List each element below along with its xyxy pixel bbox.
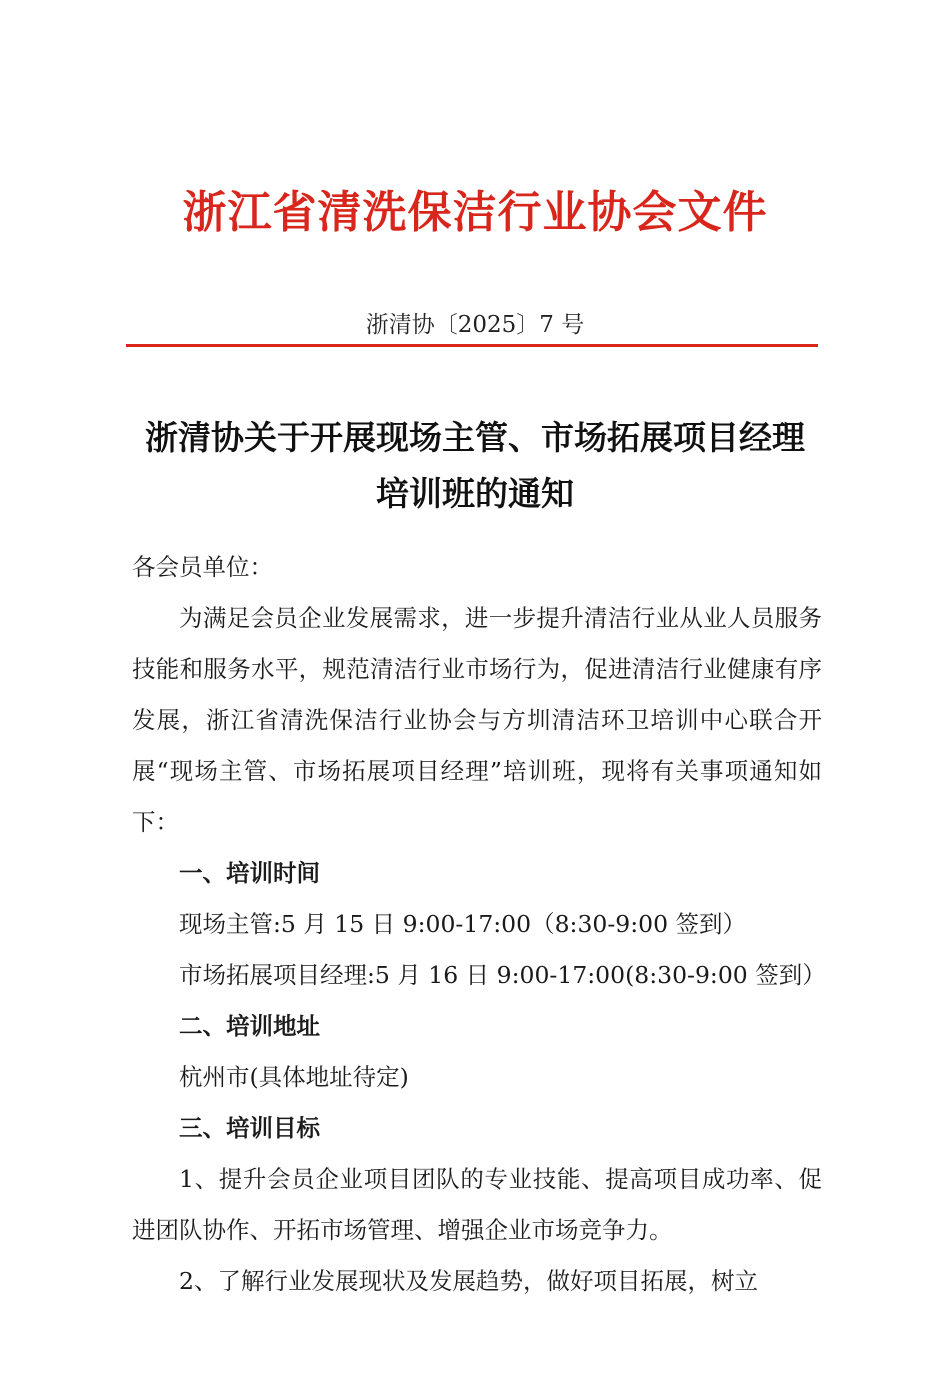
salutation: 各会员单位： xyxy=(132,553,273,581)
org-file-title: 浙江省清洗保洁行业协会文件 xyxy=(182,187,768,238)
section-1-heading: 一、培训时间 xyxy=(179,859,320,887)
notice-body xyxy=(132,542,826,1307)
section-1-line-1: 现场主管:5 月 15 日 9:00-17:00（8:30-9:00 签到） xyxy=(179,910,747,938)
section-2-heading: 二、培训地址 xyxy=(179,1012,320,1040)
notice-title xyxy=(0,410,950,522)
document-number: 浙清协〔2025〕7 号 xyxy=(365,312,585,338)
section-3-item-2: 2、了解行业发展现状及发展趋势，做好项目拓展，树立 xyxy=(179,1267,758,1295)
section-3-item-1: 1、提升会员企业项目团队的专业技能、提高项目成功率、促进团队协作、开拓市场管理、增强企业市场竞争力。 xyxy=(132,1165,822,1244)
red-divider-line xyxy=(126,344,818,347)
intro-paragraph: 为满足会员企业发展需求，进一步提升清洁行业从业人员服务技能和服务水平，规范清洁行业市场行为，促进清洁行业健康有序发展，浙江省清洗保洁行业协会与方圳清洁环卫培训中心联合开展“现场主管、市场拓展项目经理”培训班，现将有关事项通知如下： xyxy=(132,604,822,836)
section-2-line-1: 杭州市(具体地址待定) xyxy=(179,1063,409,1091)
notice-title-line-2: 培训班的通知 xyxy=(376,474,574,513)
section-3-heading: 三、培训目标 xyxy=(179,1114,320,1142)
notice-title-line-1: 浙清协关于开展现场主管、市场拓展项目经理 xyxy=(145,418,805,457)
section-1-line-2: 市场拓展项目经理:5 月 16 日 9:00-17:00(8:30-9:00 签到） xyxy=(179,961,826,989)
